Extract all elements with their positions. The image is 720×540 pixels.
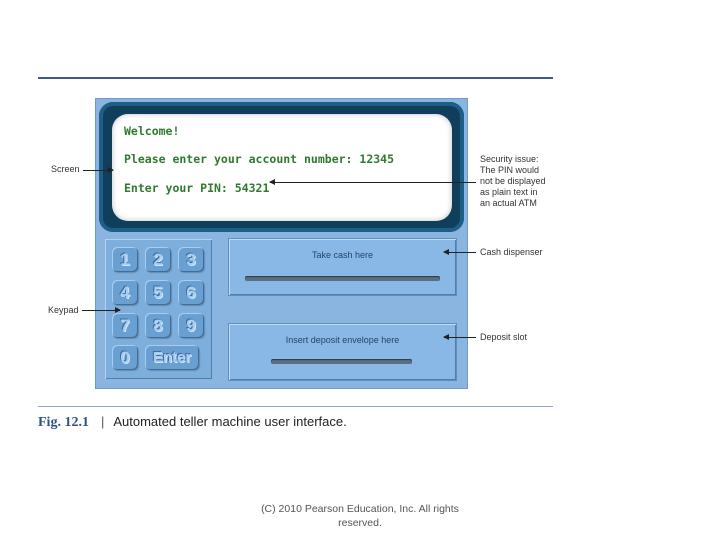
security-pointer-arrow xyxy=(270,182,476,183)
copyright-line-1: (C) 2010 Pearson Education, Inc. All rights xyxy=(261,503,459,515)
security-line-4: as plain text in xyxy=(480,187,538,197)
screen-line-welcome: Welcome! xyxy=(124,124,180,138)
security-line-3: not be displayed xyxy=(480,176,546,186)
top-rule xyxy=(38,77,553,79)
key-9[interactable]: 9 xyxy=(178,313,204,338)
deposit-slot-opening xyxy=(271,359,412,364)
security-line-2: The PIN would xyxy=(480,165,540,175)
caption-rule xyxy=(38,406,553,407)
screen-pointer-arrow xyxy=(83,170,113,171)
deposit-slot-label: Insert deposit envelope here xyxy=(285,335,400,345)
key-8[interactable]: 8 xyxy=(145,313,171,338)
key-enter[interactable]: Enter xyxy=(145,345,199,370)
cash-dispenser-slot xyxy=(245,276,440,281)
deposit-pointer-arrow xyxy=(444,337,476,338)
key-5[interactable]: 5 xyxy=(145,280,171,305)
security-line-1: Security issue: xyxy=(480,154,539,164)
caption-text: Automated teller machine user interface. xyxy=(113,414,347,429)
screen-line-pin: Enter your PIN: 54321 xyxy=(124,181,270,195)
key-3[interactable]: 3 xyxy=(178,247,204,272)
cash-dispenser-label: Take cash here xyxy=(311,250,374,260)
keypad xyxy=(105,239,212,379)
key-0[interactable]: 0 xyxy=(112,345,138,370)
key-2[interactable]: 2 xyxy=(145,247,171,272)
key-7[interactable]: 7 xyxy=(112,313,138,338)
screen-line-account: Please enter your account number: 12345 xyxy=(124,152,395,166)
caption-separator: | xyxy=(100,414,105,429)
figure-number: Fig. 12.1 xyxy=(38,415,89,430)
screen-bezel xyxy=(99,102,464,232)
security-line-5: an actual ATM xyxy=(480,198,537,208)
atm-screen xyxy=(112,114,452,221)
figure-caption xyxy=(38,414,347,431)
cash-dispenser[interactable] xyxy=(229,239,456,295)
annotation-screen: Screen xyxy=(51,164,80,174)
keypad-pointer-arrow xyxy=(82,310,120,311)
key-6[interactable]: 6 xyxy=(178,280,204,305)
annotation-cash-dispenser: Cash dispenser xyxy=(480,247,543,257)
atm-illustration xyxy=(95,98,468,389)
annotation-deposit-slot: Deposit slot xyxy=(480,332,528,342)
annotation-security-issue xyxy=(480,154,546,209)
copyright-footer xyxy=(230,502,490,530)
annotation-keypad: Keypad xyxy=(48,305,79,315)
cash-pointer-arrow xyxy=(444,252,476,253)
copyright-line-2: reserved. xyxy=(338,517,382,529)
key-1[interactable]: 1 xyxy=(112,247,138,272)
deposit-slot[interactable] xyxy=(229,324,456,380)
key-4[interactable]: 4 xyxy=(112,280,138,305)
